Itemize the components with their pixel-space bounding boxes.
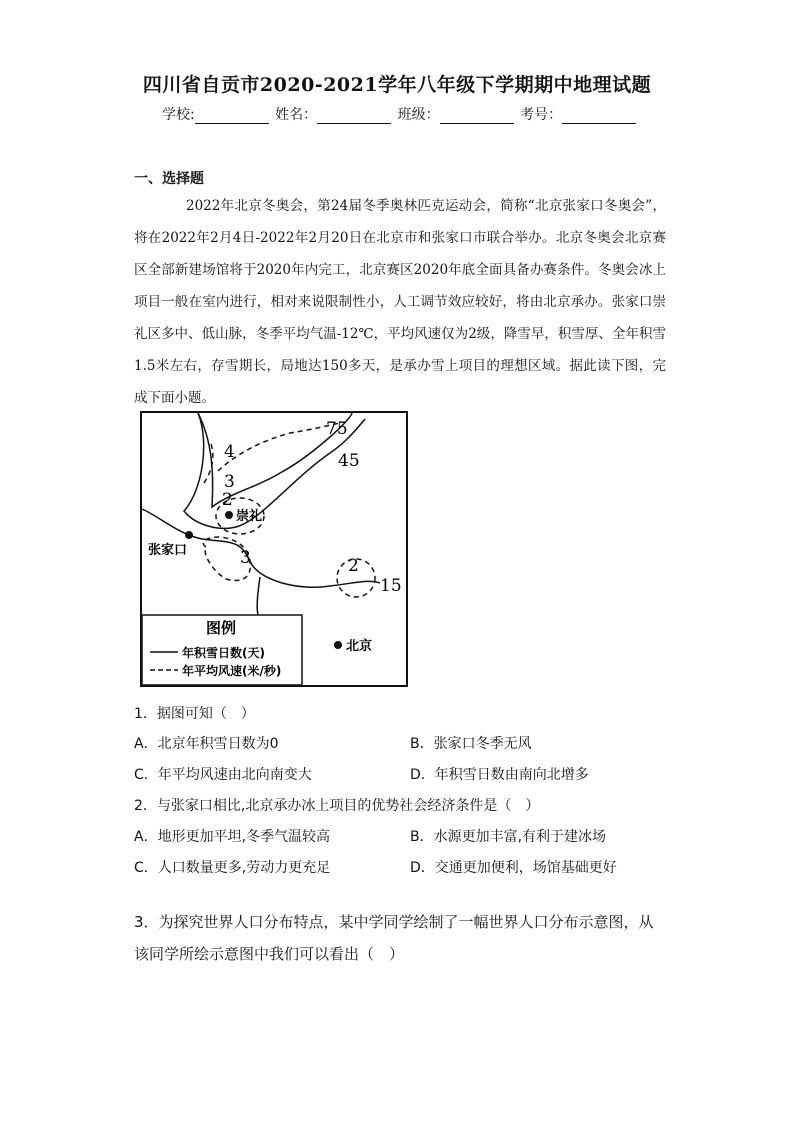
label-chongli: 崇礼 [236, 509, 263, 524]
question-3-stem: 3．为探究世界人口分布特点，某中学同学绘制了一幅世界人口分布示意图，从该同学所绘示意图中我们可以看出（ ） [134, 913, 654, 963]
label-wind-3-south: 3 [240, 548, 251, 568]
page-title: 四川省自贡市2020-2021学年八年级下学期期中地理试题 [142, 74, 652, 96]
name-blank[interactable] [317, 109, 391, 124]
q1-option-c[interactable]: C．年平均风速由北向南变大 [134, 767, 312, 783]
label-zhangjiakou: 张家口 [148, 543, 188, 558]
label-snow-45: 45 [338, 451, 360, 471]
q1-option-d[interactable]: D．年积雪日数由南向北增多 [410, 767, 589, 783]
legend-title: 图例 [206, 619, 237, 637]
class-label: 班级： [397, 107, 440, 123]
q1-option-a[interactable]: A．北京年积雪日数为0 [134, 736, 279, 752]
q2-option-c[interactable]: C．人口数量更多,劳动力更充足 [134, 860, 331, 876]
legend-solid-label: 年积雪日数(天) [182, 646, 265, 660]
legend-dashed-label: 年平均风速(米/秒) [182, 664, 282, 678]
label-wind-2: 2 [222, 490, 233, 510]
label-snow-75: 75 [326, 419, 348, 439]
name-label: 姓名： [275, 107, 318, 123]
snow-wind-map [140, 411, 408, 687]
question-2-stem: 2．与张家口相比,北京承办冰上项目的优势社会经济条件是（ ） [134, 798, 540, 814]
school-blank[interactable] [195, 109, 269, 124]
beijing-point [334, 641, 342, 649]
school-label: 学校: [162, 107, 195, 123]
q1-option-b[interactable]: B．张家口冬季无风 [410, 736, 532, 752]
label-wind-4: 4 [224, 442, 235, 462]
label-wind-3: 3 [224, 472, 235, 492]
passage-text: 2022年北京冬奥会，第24届冬季奥林匹克运动会，简称“北京张家口冬奥会”，将在2022年2月4日-2022年2月20日在北京市和张家口市联合举办。北京冬奥会北京赛区全部新建场馆将于2020年内完工，北京赛区2020年底全面具备办赛条件。冬奥会冰上项目一般在室内进行，相对来说限制性小，人工调节效应较好，将由北京承办。张家口崇礼区多中、低山脉，冬季平均气温-12℃，平均风速仅为2级，降雪早，积雪厚、全年积雪1.5米左右，存雪期长，局地达150多天，是承办雪上项目的理想区域。据此读下图，完成下面小题。 [134, 198, 666, 406]
chongli-point [225, 511, 233, 519]
reading-passage [134, 190, 666, 414]
section-heading: 一、选择题 [134, 171, 204, 187]
class-blank[interactable] [440, 109, 514, 124]
q2-option-a[interactable]: A．地形更加平坦,冬季气温较高 [134, 829, 331, 845]
question-1-stem: 1．据图可知（ ） [134, 706, 255, 722]
label-snow-15: 15 [380, 576, 402, 596]
label-beijing: 北京 [346, 639, 373, 654]
q2-option-b[interactable]: B．水源更加丰富,有利于建冰场 [410, 829, 607, 845]
exam-no-label: 考号： [520, 107, 563, 123]
exam-no-blank[interactable] [562, 109, 636, 124]
student-info-line [162, 104, 638, 124]
label-wind-2-east: 2 [348, 556, 359, 576]
zhangjiakou-point [185, 531, 193, 539]
q2-option-d[interactable]: D．交通更加便利，场馆基础更好 [410, 860, 617, 876]
